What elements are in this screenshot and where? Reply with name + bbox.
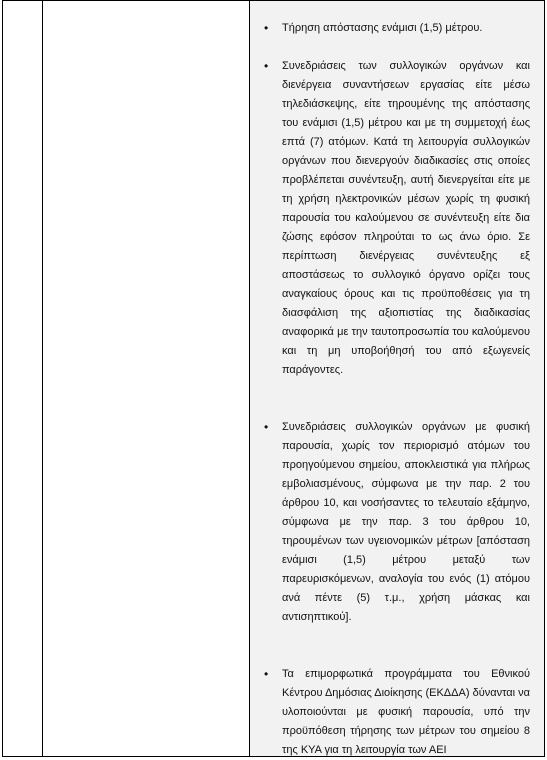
table-column-category xyxy=(43,1,250,756)
document-table xyxy=(2,0,545,757)
list-item: • Συνεδριάσεις των συλλογικών οργάνων και διενέργεια συναντήσεων εργασίας είτε μέσω τηλεδιάσκεψης, είτε τηρουμένης της απόστασης του ενάμισι (1,5) μέτρου και με τη συμμετοχή έως επτά (7) ατόμων. Κατά τη λειτουργία συλλογικών οργάνων που διενεργούν διαδικασίες στις οποίες προβλέπεται συνέντευξη, αυτή διενεργείται είτε με τη χρήση ηλεκτρονικών μέσων χωρίς τη φυσική παρουσία του καλούμενου σε συνέντευξη είτε δια ζώσης εφόσον πληρούται το ως άνω όριο. Σε περίπτωση διενέργειας συνέντευξης εξ αποστάσεως το συλλογικό όργανο ορίζει τους αναγκαίους όρους και τις προϋποθέσεις για τη διασφάλιση της αξιοπιστίας της διαδικασίας αναφορικά με την ταυτοπροσωπία του καλούμενου και τη μη υποβοήθησή του από εξωγενείς παράγοντες. xyxy=(264,57,530,380)
measures-list xyxy=(264,19,530,760)
list-item: • Τήρηση απόστασης ενάμισι (1,5) μέτρου. xyxy=(264,19,530,38)
list-item: • Τα επιμορφωτικά προγράμματα του Εθνικού Κέντρου Δημόσιας Διοίκησης (ΕΚΔΔΑ) δύνανται να υλοποιούνται με φυσική παρουσία, υπό την προϋπόθεση τήρησης των μέτρων του σημείου 8 της ΚΥΑ για τη λειτουργία των ΑΕΙ xyxy=(264,665,530,760)
table-column-measures xyxy=(250,1,544,756)
list-item: • Συνεδριάσεις συλλογικών οργάνων με φυσική παρουσία, χωρίς τον περιορισμό ατόμων του προηγούμενου σημείου, αποκλειστικά για πλήρως εμβολιασμένους, σύμφωνα με την παρ. 2 του άρθρου 10, και νοσήσαντες το τελευταίο εξάμηνο, σύμφωνα με την παρ. 3 του άρθρου 10, τηρουμένων των υγειονομικών μέτρων [απόσταση ενάμισι (1,5) μέτρου μεταξύ των παρευρισκόμενων, αναλογία του ενός (1) ατόμου ανά πέντε (5) τ.μ., χρήση μάσκας και αντισηπτικού]. xyxy=(264,418,530,627)
table-column-number xyxy=(3,1,43,756)
